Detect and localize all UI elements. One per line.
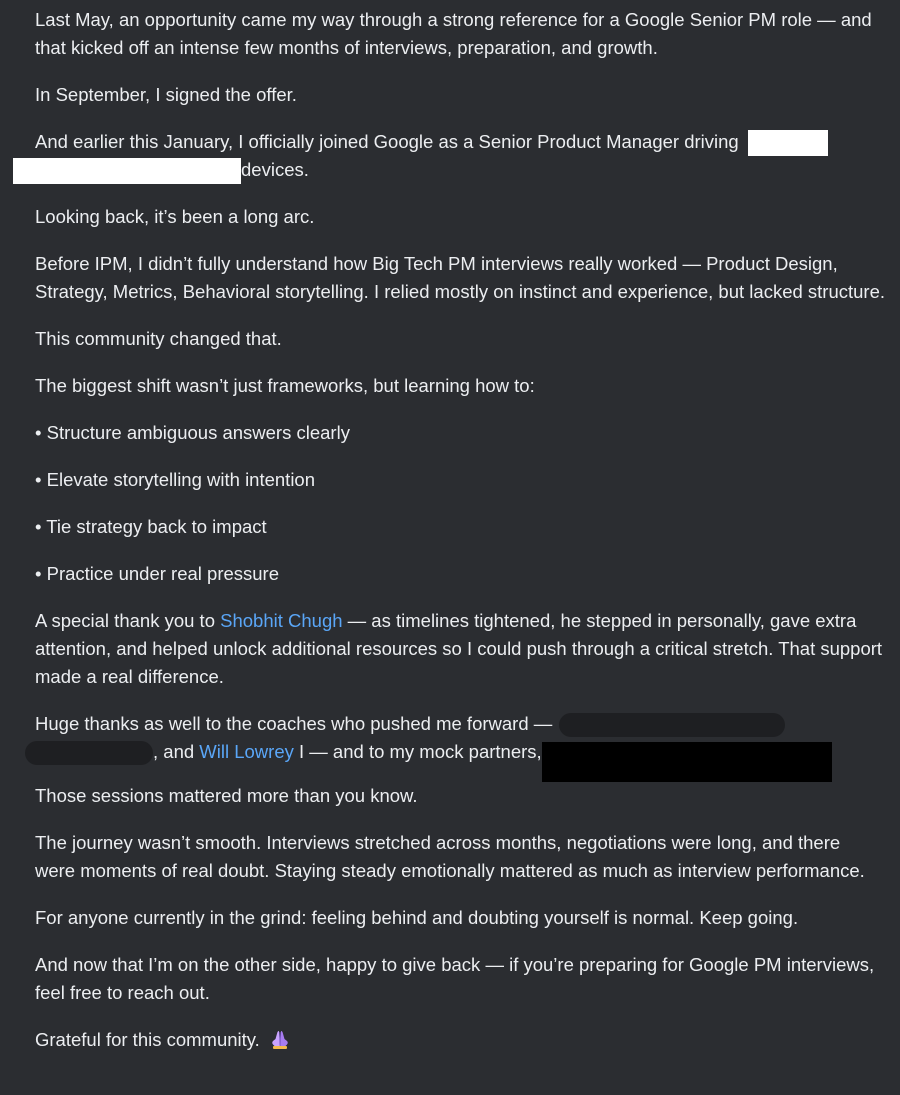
paragraph-9 [35,710,885,810]
redaction-block [542,742,832,782]
paragraph-1: Last May, an opportunity came my way through a strong reference for a Google Senior PM role — and that kicked off an intense few months of interviews, preparation, and growth. [35,9,872,58]
redaction-block [559,713,785,737]
list-item: • Tie strategy back to impact [35,516,267,538]
paragraph-9-text-mid: , and [153,741,195,763]
paragraph-4: Looking back, it’s been a long arc. [35,206,315,228]
folded-hands-icon [269,1028,291,1050]
mention-link-will[interactable]: Will Lowrey [199,741,294,763]
post-body [35,6,885,1054]
paragraph-9-text: Huge thanks as well to the coaches who pushed me forward — [35,713,553,735]
paragraph-3 [35,128,885,184]
paragraph-5: Before IPM, I didn’t fully understand how Big Tech PM interviews really worked — Product Design, Strategy, Metrics, Behavioral storytelling. I relied mostly on instinct and experience, but lacked structure. [35,253,886,303]
paragraph-9-text-end: Those sessions mattered more than you know. [35,785,418,807]
list-item: • Practice under real pressure [35,563,280,585]
paragraph-13 [35,1026,885,1054]
paragraph-10: The journey wasn’t smooth. Interviews stretched across months, negotiations were long, and there were moments of real doubt. Staying steady emotionally mattered as much as interview performance. [35,832,865,882]
paragraph-8-text-end: — as timelines tightened, he stepped in personally, gave extra attention, and helped unlock additional resources so I could push through a critical stretch. That support made a real difference. [35,610,883,688]
paragraph-9-text-after: I — and to my mock partners, [299,741,542,763]
list-item: • Elevate storytelling with intention [35,469,316,491]
paragraph-13-text: Grateful for this community. [35,1029,260,1051]
paragraph-8 [35,607,885,691]
list-item: • Structure ambiguous answers clearly [35,422,350,444]
paragraph-7: The biggest shift wasn’t just frameworks, but learning how to: [35,375,535,397]
redaction-block [13,158,241,184]
redaction-block [748,130,828,156]
paragraph-8-text: A special thank you to [35,610,215,632]
paragraph-3-text-end: devices. [241,159,309,181]
redaction-block [25,741,153,765]
paragraph-3-text: And earlier this January, I officially joined Google as a Senior Product Manager driving [35,131,739,152]
paragraph-2: In September, I signed the offer. [35,84,297,105]
paragraph-11: For anyone currently in the grind: feeling behind and doubting yourself is normal. Keep going. [35,907,799,929]
paragraph-6: This community changed that. [35,328,282,350]
paragraph-12: And now that I’m on the other side, happy to give back — if you’re preparing for Google PM interviews, feel free to reach out. [35,954,875,1004]
mention-link-shobhit[interactable]: Shobhit Chugh [220,610,343,632]
